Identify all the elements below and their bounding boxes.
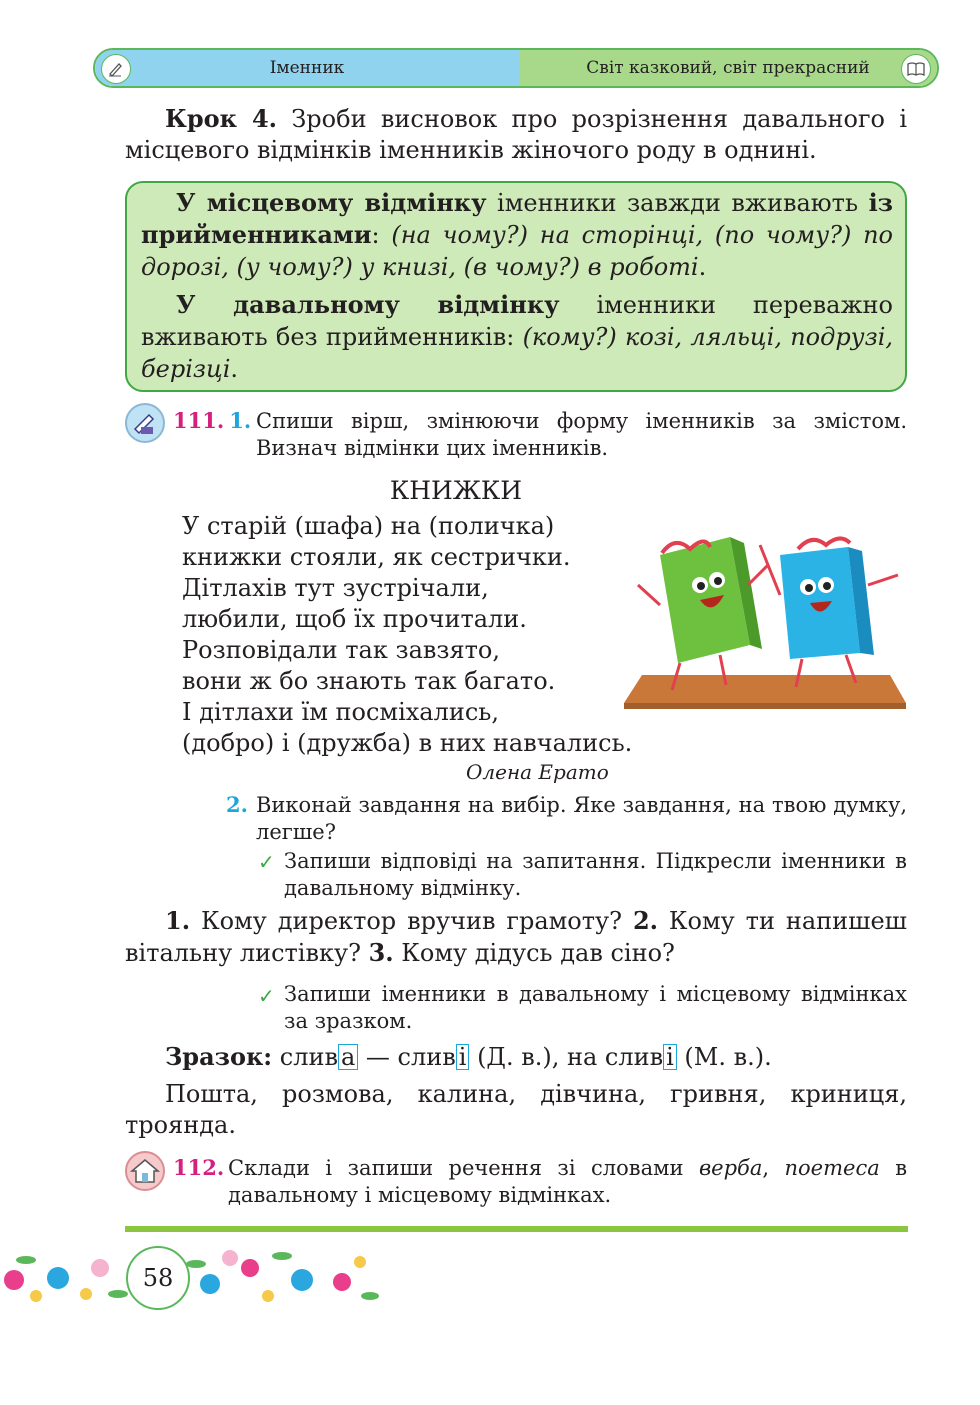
question: Кому дідусь дав сіно?	[393, 939, 675, 967]
exercise-111-task-2: Виконай завдання на вибір. Яке завдання, на твою думку, легше?	[256, 793, 907, 844]
step-text: Зроби висновок про розрізнення давального і місцевого відмінків іменників жіночого роду в однині.	[125, 105, 907, 164]
poem-line: У старій (шафа) на (поличка)	[182, 512, 555, 540]
sample-label: Зразок:	[165, 1042, 273, 1071]
question-number: 3.	[368, 938, 394, 967]
home-task-icon	[125, 1151, 165, 1191]
exercise-112-task	[228, 1155, 907, 1209]
header-chapter-title: Світ казковий, світ прекрасний	[586, 58, 870, 78]
task-word: поетеса	[784, 1156, 880, 1180]
sample-text: — слив	[358, 1043, 456, 1071]
poem-line: Розповідали так завзято,	[182, 636, 500, 664]
rule-examples: (на чому?) на сторінці, (по чому?) по дорозі, (у чому?) у книзі, (в чому?) в роботі	[141, 221, 894, 281]
rule-term-prepositions: із прийменниками	[141, 188, 893, 249]
page-number: 58	[126, 1246, 190, 1310]
rule-box	[125, 181, 907, 392]
rule-text: іменники переважно вживають без прийменників:	[141, 291, 893, 351]
task-text: ,	[762, 1156, 785, 1180]
page-header	[93, 48, 939, 88]
subtask-2-number	[226, 792, 248, 817]
checkmark-icon: ✓	[258, 850, 275, 874]
checkmark-icon: ✓	[258, 984, 275, 1008]
poem	[182, 511, 682, 759]
step-instruction	[125, 103, 907, 166]
question-number: 1.	[165, 906, 191, 935]
exercise-111-number	[173, 408, 251, 433]
footer-divider	[125, 1226, 908, 1232]
rule-locative	[141, 187, 893, 283]
step-label: Крок 4.	[165, 104, 278, 133]
flower-decoration	[0, 1238, 380, 1318]
exercise-112-number: 112.	[173, 1155, 225, 1180]
rule-dative	[141, 289, 893, 385]
subtask-number: 1.	[229, 408, 252, 433]
header-section-title: Іменник	[269, 58, 345, 78]
poem-author: Олена Ерато	[466, 760, 609, 784]
rule-text: .	[698, 253, 707, 281]
ending-box: і	[456, 1044, 470, 1070]
task-word: верба	[698, 1156, 763, 1180]
question-number: 2.	[632, 906, 658, 935]
poem-line: (добро) і (дружба) в них навчались.	[182, 729, 633, 757]
question: Кому ти напишеш вітальну листівку?	[125, 907, 907, 967]
poem-line: І дітлахи їм посміхались,	[182, 698, 499, 726]
questions	[125, 905, 907, 969]
rule-term-dative: У давальному відмінку	[176, 290, 560, 319]
sample-text: (М. в.).	[676, 1043, 772, 1071]
exercise-111-task-1: Спиши вірш, змінюючи форму іменників за змістом. Визнач відмінки цих іменників.	[256, 409, 907, 460]
rule-text: :	[371, 221, 392, 249]
rule-text: іменники завжди вживають	[486, 189, 869, 217]
poem-line: Дітлахів тут зустрічали,	[182, 574, 489, 602]
header-section-left	[95, 50, 519, 86]
rule-text: .	[230, 355, 239, 383]
poem-line: вони ж бо знають так багато.	[182, 667, 556, 695]
rule-examples: (кому?) козі, ляльці, подрузі, берізці	[141, 323, 893, 383]
task-text: Склади і запиши речення зі словами	[228, 1156, 699, 1180]
ending-box: і	[663, 1044, 677, 1070]
rule-term-locative: У місцевому відмінку	[176, 188, 487, 217]
option-2-text: Запиши іменники в давальному і місцевому відмінках за зразком.	[284, 982, 907, 1033]
question: Кому директор вручив грамоту?	[190, 907, 633, 935]
poem-line: книжки стояли, як сестрички.	[182, 543, 571, 571]
task-text: в давальному і місцевому відмінках.	[228, 1156, 908, 1207]
dancing-books-illustration	[620, 525, 910, 710]
ending-box: а	[338, 1044, 358, 1070]
word-list: Пошта, розмова, калина, дівчина, гривня, криниця, троянда.	[125, 1080, 907, 1139]
option-1-text: Запиши відповіді на запитання. Підкресли іменники в давальному відмінку.	[284, 849, 907, 900]
poem-title: КНИЖКИ	[389, 476, 523, 505]
sample-text: слив	[272, 1043, 338, 1071]
subtask-number: 2.	[226, 792, 248, 817]
poem-line: любили, щоб їх прочитали.	[182, 605, 527, 633]
write-task-icon	[125, 403, 165, 443]
pencil-icon	[101, 54, 131, 84]
book-icon	[901, 54, 931, 84]
header-chapter	[519, 50, 937, 86]
sample-text: (Д. в.), на слив	[469, 1043, 664, 1071]
exercise-number: 111.	[173, 408, 225, 433]
sample	[165, 1041, 907, 1073]
